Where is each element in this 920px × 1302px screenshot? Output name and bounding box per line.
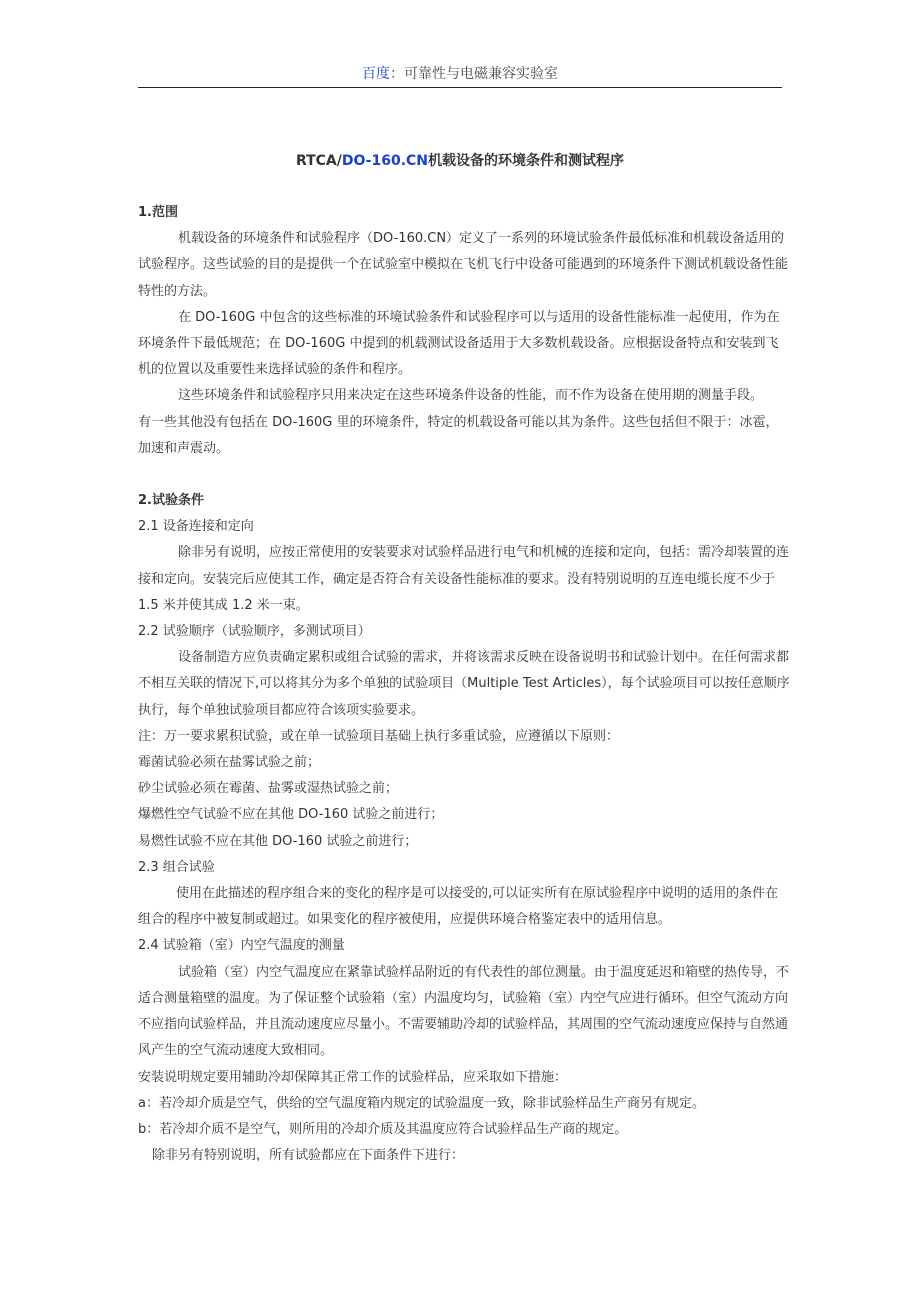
- header-brand-link[interactable]: 百度: [362, 66, 390, 82]
- document-title: [138, 150, 782, 172]
- section-2-2-rule-4: 易燃性试验不应在其他 DO-160 试验之前进行；: [138, 833, 418, 849]
- title-suffix: 机载设备的环境条件和测试程序: [428, 153, 625, 169]
- section-2-1-heading: 2.1 设备连接和定向: [138, 519, 254, 535]
- section-2-4-paragraph-2: 安装说明规定要用辅助冷却保障其正常工作的试验样品，应采取如下措施：: [138, 1069, 568, 1085]
- section-1-heading: 1.范围: [138, 205, 178, 220]
- section-2-2-paragraph: 设备制造方应负责确定累积或组合试验的需求，并将该需求反映在设备说明书和试验计划中。在任何需求都不相互关联的情况下,可以将其分为多个单独的试验项目（Multiple Test Articles），每个试验项目可以按任意顺序执行，每个单独试验项目都应符合该项实验要求。: [138, 650, 790, 718]
- section-1-paragraph-3: 这些环境条件和试验程序只用来决定在这些环境条件设备的性能，而不作为设备在使用期的测量手段。: [178, 388, 764, 404]
- header-divider: [138, 87, 782, 88]
- title-prefix: RTCA/: [295, 153, 342, 169]
- section-1-paragraph-1: 机载设备的环境条件和试验程序（DO-160.CN）定义了一系列的环境试验条件最低标准和机载设备适用的试验程序。这些试验的目的是提供一个在试验室中模拟在飞机飞行中设备可能遇到的环境条件下测试机载设备性能特性的方法。: [138, 231, 789, 299]
- section-2-3-paragraph: 使用在此描述的程序组合来的变化的程序是可以接受的,可以证实所有在原试验程序中说明的适用的条件在组合的程序中被复制或超过。如果变化的程序被使用，应提供环境合格鉴定表中的适用信息。: [138, 886, 779, 928]
- section-2-4-heading: 2.4 试验箱（室）内空气温度的测量: [138, 938, 345, 954]
- section-2-heading: 2.试验条件: [138, 493, 204, 509]
- page-header: [138, 62, 782, 86]
- section-2-1-paragraph: 除非另有说明，应按正常使用的安装要求对试验样品进行电气和机械的连接和定向，包括：需冷却装置的连接和定向。安装完后应使其工作，确定是否符合有关设备性能标准的要求。没有特别说明的互连电缆长度不少于 1.5 米并使其成 1.2 米一束。: [138, 545, 790, 613]
- document-body: [138, 200, 790, 1169]
- section-2-3-heading: 2.3 组合试验: [138, 859, 215, 875]
- section-2-4-item-a: a：若冷却介质是空气，供给的空气温度箱内规定的试验温度一致，除非试验样品生产商另有规定。: [138, 1095, 705, 1111]
- section-2-2-rule-2: 砂尘试验必须在霉菌、盐雾或湿热试验之前；: [138, 781, 399, 797]
- section-2-2-heading: 2.2 试验顺序（试验顺序，多测试项目）: [138, 624, 371, 640]
- section-1-paragraph-4: 有一些其他没有包括在 DO-160G 里的环境条件，特定的机载设备可能以其为条件。这些包括但不限于：冰雹，加速和声震动。: [138, 414, 779, 456]
- section-2-2-note: 注：万一要求累积试验，或在单一试验项目基础上执行多重试验，应遵循以下原则：: [138, 728, 620, 744]
- header-text: ：可靠性与电磁兼容实验室: [390, 66, 558, 82]
- section-1-paragraph-2: 在 DO-160G 中包含的这些标准的环境试验条件和试验程序可以与适用的设备性能标准一起使用，作为在环境条件下最低规范；在 DO-160G 中提到的机载测试设备适用于大多数机载设备。应根据设备特点和安装到飞机的位置以及重要性来选择试验的条件和程序。: [138, 309, 780, 378]
- section-2-4-last-line: 除非另有特别说明，所有试验都应在下面条件下进行：: [152, 1148, 465, 1164]
- section-2-2-rule-1: 霉菌试验必须在盐雾试验之前；: [138, 755, 321, 771]
- section-spacer: [138, 462, 790, 488]
- section-2-4-paragraph: 试验箱（室）内空气温度应在紧靠试验样品附近的有代表性的部位测量。由于温度延迟和箱壁的热传导，不适合测量箱壁的温度。为了保证整个试验箱（室）内温度均匀，试验箱（室）内空气应进行循环。但空气流动方向不应指向试验样品，并且流动速度应尽量小。不需要辅助冷却的试验样品，其周围的空气流动速度应保持与自然通风产生的空气流动速度大致相同。: [138, 964, 790, 1059]
- section-2-2-rule-3: 爆燃性空气试验不应在其他 DO-160 试验之前进行；: [138, 807, 444, 823]
- section-2-4-item-b: b：若冷却介质不是空气，则所用的冷却介质及其温度应符合试验样品生产商的规定。: [138, 1121, 628, 1137]
- title-link[interactable]: DO-160.CN: [341, 153, 429, 169]
